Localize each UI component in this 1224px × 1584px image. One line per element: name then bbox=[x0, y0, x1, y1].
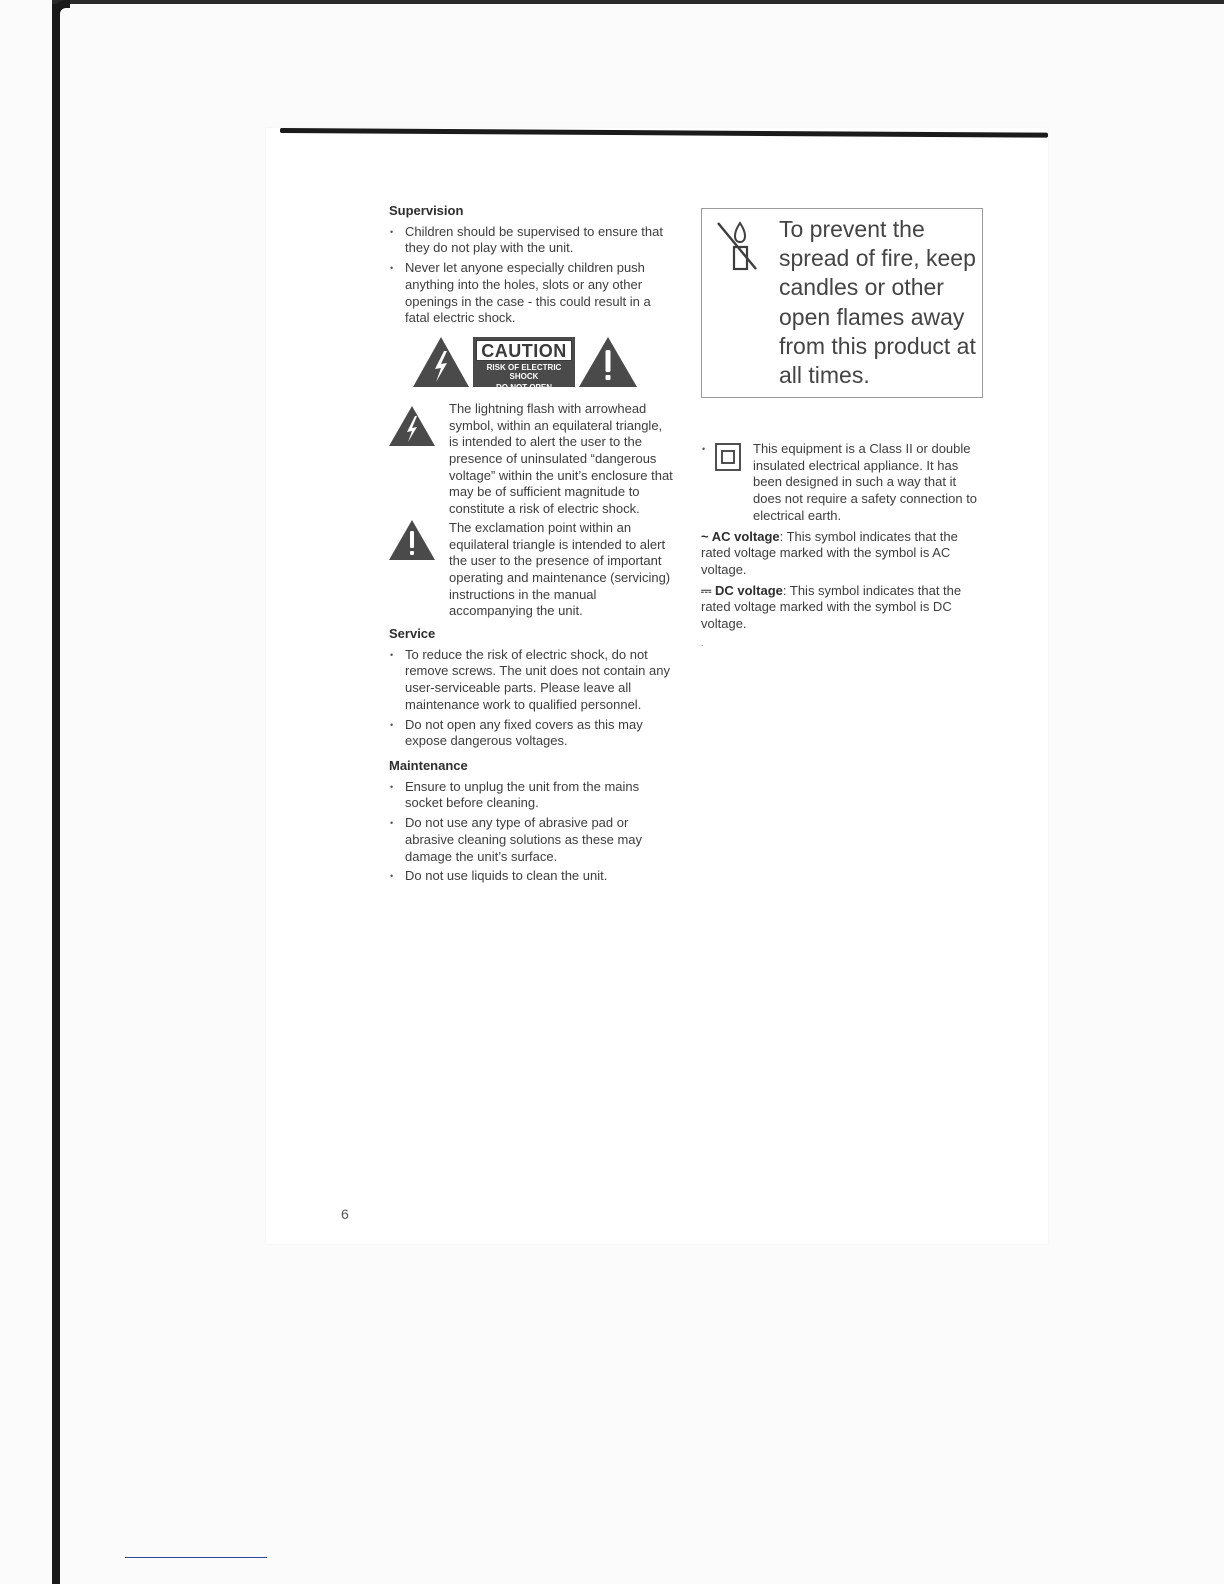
caution-word: CAUTION bbox=[476, 340, 572, 361]
caution-label-row bbox=[389, 337, 675, 392]
ac-voltage-note bbox=[701, 529, 986, 579]
supervision-heading: Supervision bbox=[389, 203, 464, 218]
exclamation-triangle-icon bbox=[389, 520, 435, 560]
supervision-list bbox=[389, 224, 675, 327]
list-item: • Do not use liquids to clean the unit. bbox=[389, 868, 675, 885]
list-item: • Do not use any type of abrasive pad or abrasive cleaning solutions as these may damage the unit’s surface. bbox=[389, 815, 675, 865]
list-item: • To reduce the risk of electric shock, do not remove screws. The unit does not contain any user-serviceable parts. Please leave all maintenance work to qualified personnel. bbox=[389, 647, 675, 714]
dc-voltage-note bbox=[701, 583, 986, 633]
lightning-triangle-icon bbox=[389, 406, 435, 446]
ac-voltage-label: ~ AC voltage bbox=[701, 528, 780, 544]
list-item: • Do not open any fixed covers as this may expose dangerous voltages. bbox=[389, 717, 675, 750]
lightning-symbol-text: The lightning flash with arrowhead symbol, within an equilateral triangle, is intended to alert the user to the presence of uninsulated “dangerous voltage” within the unit’s enclosure that may be of sufficient magnitude to constitute a risk of electric shock. bbox=[449, 400, 673, 517]
caution-badge bbox=[473, 337, 575, 392]
list-item: • Ensure to unplug the unit from the mains socket before cleaning. bbox=[389, 779, 675, 812]
no-candle-icon bbox=[716, 217, 758, 273]
scan-left-border bbox=[52, 0, 60, 1584]
lightning-symbol-explanation bbox=[389, 401, 675, 518]
fire-warning-text: To prevent the spread of fire, keep candles or other open flames away from this product at all times. bbox=[779, 216, 976, 389]
lightning-triangle-icon bbox=[413, 337, 469, 387]
caution-subtext-1: RISK OF ELECTRIC SHOCK bbox=[486, 362, 562, 381]
fire-warning-box bbox=[701, 208, 983, 398]
page-number: 6 bbox=[341, 1206, 349, 1222]
maintenance-list bbox=[389, 779, 675, 885]
class2-text: This equipment is a Class II or double insulated electrical appliance. It has been designed in such a way that it does not require a safety connection to electrical earth. bbox=[753, 441, 978, 523]
list-item: • Never let anyone especially children push anything into the holes, slots or any other openings in the case - this could result in a fatal electric shock. bbox=[389, 260, 675, 327]
exclamation-symbol-text: The exclamation point within an equilateral triangle is intended to alert the user to the presence of important operating and maintenance (servicing) instructions in the manual accompanying the unit. bbox=[449, 519, 671, 619]
class2-explanation bbox=[701, 441, 986, 525]
bullet: • bbox=[702, 444, 706, 454]
maintenance-heading: Maintenance bbox=[389, 757, 468, 773]
exclamation-symbol-explanation bbox=[389, 520, 675, 620]
scan-bottom-line bbox=[125, 1557, 267, 1558]
list-item: • Children should be supervised to ensure that they do not play with the unit. bbox=[389, 224, 675, 257]
dc-voltage-text: : This symbol indicates that the rated voltage marked with the symbol is DC voltage. bbox=[701, 582, 962, 632]
ac-voltage-text: : This symbol indicates that the rated voltage marked with the symbol is AC voltage. bbox=[701, 528, 958, 577]
scan-top-border bbox=[52, 0, 1224, 4]
right-column bbox=[701, 208, 986, 651]
stray-mark: . bbox=[701, 637, 704, 648]
double-square-icon bbox=[715, 443, 741, 471]
left-column bbox=[389, 203, 675, 888]
service-list bbox=[389, 647, 675, 750]
dc-voltage-label: ⎓ DC voltage bbox=[701, 582, 783, 598]
exclamation-triangle-icon bbox=[579, 337, 637, 387]
caution-subtext-2: DO NOT OPEN bbox=[495, 382, 552, 392]
service-heading: Service bbox=[389, 626, 436, 642]
